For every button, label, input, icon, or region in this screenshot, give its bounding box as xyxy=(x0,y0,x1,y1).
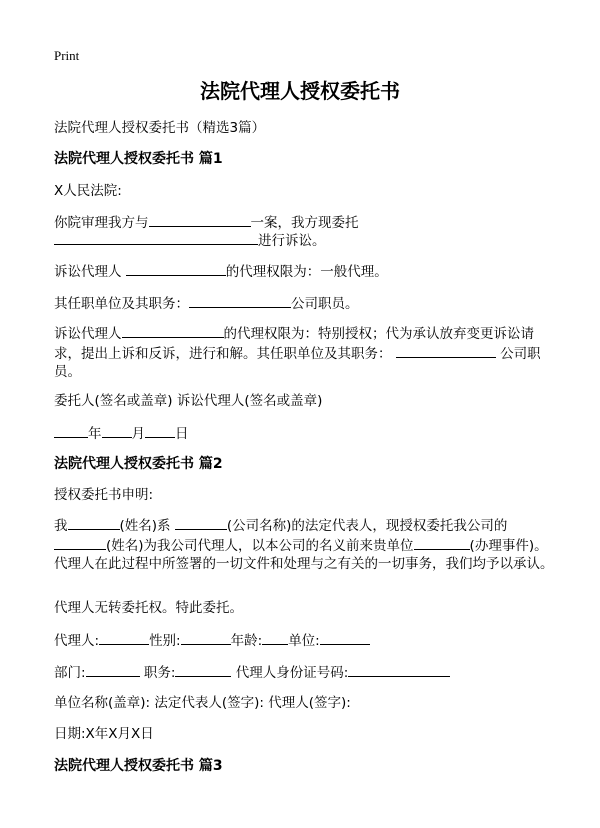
text: (公司名称)的法定代表人，现授权委托我公司的 xyxy=(226,518,508,534)
text: 我 xyxy=(54,518,68,534)
blank-line xyxy=(181,630,231,645)
article-1-paragraph-1-line-2 xyxy=(54,230,560,251)
blank-line xyxy=(149,212,251,227)
blank-line xyxy=(414,535,470,550)
text: (姓名)为我公司代理人，以本公司的名义前来贵单位 xyxy=(106,538,414,554)
article-1-paragraph-3 xyxy=(54,293,560,314)
blank-line xyxy=(68,515,120,530)
blank-line xyxy=(189,293,291,308)
text: (办理事件)。代理人在此过程中所签署的一切文件和处理与之有关的一切事务，我们均予以承认。 xyxy=(54,538,554,572)
blank-line xyxy=(122,323,224,338)
article-2-dept-fields xyxy=(54,662,560,683)
blank-line xyxy=(348,662,450,677)
blank-line xyxy=(99,630,149,645)
text: 一案，我方现委托 xyxy=(250,215,359,231)
date-month: 月 xyxy=(131,426,145,442)
blank-line xyxy=(262,630,288,645)
unit-label: 单位: xyxy=(288,633,320,649)
text: 的代理权限为：特别授权；代为承认放弃变更诉讼请求，提出上诉和反诉，进行和解。其任职单位及其职务： xyxy=(54,326,534,362)
id-number-label: 代理人身份证号码: xyxy=(235,665,349,681)
article-1-paragraph-2 xyxy=(54,261,560,282)
blank-line xyxy=(175,515,227,530)
article-2-statement: 授权委托书申明: xyxy=(54,487,154,503)
article-1-date xyxy=(54,423,560,444)
text: 诉讼代理人 xyxy=(54,264,122,280)
article-2-agent-fields xyxy=(54,630,560,651)
document-title: 法院代理人授权委托书 xyxy=(200,79,400,103)
blank-line xyxy=(54,535,106,550)
age-label: 年龄: xyxy=(230,633,263,649)
text: 进行诉讼。 xyxy=(258,233,326,249)
article-1-signature: 委托人(签名或盖章) 诉讼代理人(签名或盖章) xyxy=(54,393,323,409)
blank-line xyxy=(175,662,231,677)
article-2-paragraph-1 xyxy=(54,515,558,573)
blank-line xyxy=(54,423,88,438)
date-year: 年 xyxy=(88,426,102,442)
article-2-sign-line: 单位名称(盖章): 法定代表人(签字): 代理人(签字): xyxy=(54,695,351,711)
agent-label: 代理人: xyxy=(54,633,100,649)
blank-line xyxy=(86,662,140,677)
blank-line xyxy=(126,261,226,276)
print-label[interactable]: Print xyxy=(54,48,80,63)
article-1-paragraph-4 xyxy=(54,323,558,381)
blank-line xyxy=(320,630,370,645)
article-2-date-line: 日期:X年X月X日 xyxy=(54,726,154,742)
document-subtitle: 法院代理人授权委托书（精选3篇） xyxy=(54,120,266,136)
article-2-paragraph-2: 代理人无转委托权。特此委托。 xyxy=(54,600,243,616)
text: 诉讼代理人 xyxy=(54,326,122,342)
text: 你院审理我方与 xyxy=(54,215,149,231)
text: 公司职员。 xyxy=(54,346,541,380)
dept-label: 部门: xyxy=(54,665,86,681)
article-3-heading: 法院代理人授权委托书 篇3 xyxy=(54,758,223,774)
article-1-heading: 法院代理人授权委托书 篇1 xyxy=(54,151,223,167)
text: 公司职员。 xyxy=(291,296,359,312)
blank-line xyxy=(54,230,258,245)
blank-line xyxy=(145,423,175,438)
position-label: 职务: xyxy=(143,665,176,681)
date-day: 日 xyxy=(175,426,189,442)
gender-label: 性别: xyxy=(149,633,181,649)
text: 的代理权限为：一般代理。 xyxy=(225,264,388,280)
article-2-heading: 法院代理人授权委托书 篇2 xyxy=(54,456,223,472)
blank-line xyxy=(102,423,132,438)
text: 其任职单位及其职务： xyxy=(54,296,189,312)
article-1-salutation: X人民法院: xyxy=(54,183,122,199)
text: (姓名)系 xyxy=(119,518,171,534)
blank-line xyxy=(396,343,496,358)
